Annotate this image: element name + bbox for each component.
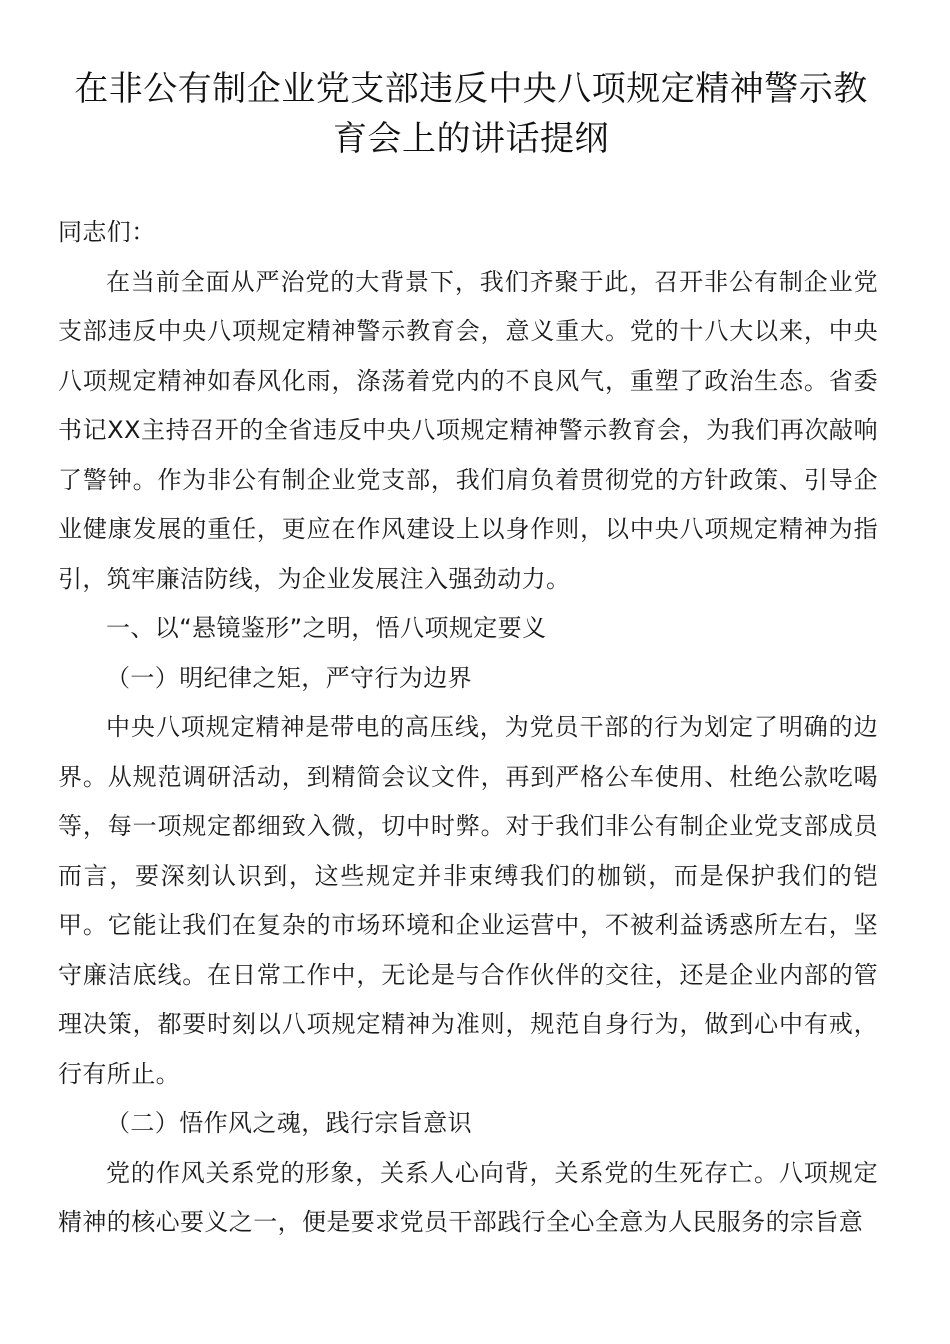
salutation: 同志们： <box>58 218 156 246</box>
subsection-heading: （一）明纪律之矩，严守行为边界 <box>106 663 472 692</box>
body-paragraph: 党的作风关系党的形象，关系人心向背，关系党的生死存亡。八项规定精神的核心要义之一，便是要求党员干部践行全心全意为人民服务的宗旨意 <box>58 1158 878 1236</box>
body-paragraph: 中央八项规定精神是带电的高压线，为党员干部的行为划定了明确的边界。从规范调研活动，到精简会议文件，再到严格公车使用、杜绝公款吃喝等，每一项规定都细致入微，切中时弊。对于我们非公有制企业党支部成员而言，要深刻认识到，这些规定并非束缚我们的枷锁，而是保护我们的铠甲。它能让我们在复杂的市场环境和企业运营中，不被利益诱惑所左右，坚守廉洁底线。在日常工作中，无论是与合作伙伴的交往，还是企业内部的管理决策，都要时刻以八项规定精神为准则，规范自身行为，做到心中有戒，行有所止。 <box>58 713 878 1088</box>
body-paragraph: 在当前全面从严治党的大背景下，我们齐聚于此，召开非公有制企业党支部违反中央八项规定精神警示教育会，意义重大。党的十八大以来，中央八项规定精神如春风化雨，涤荡着党内的不良风气，重塑了政治生态。省委书记XX主持召开的全省违反中央八项规定精神警示教育会，为我们再次敲响了警钟。作为非公有制企业党支部，我们肩负着贯彻党的方针政策、引导企业健康发展的重任，更应在作风建设上以身作则，以中央八项规定精神为指引，筑牢廉洁防线，为企业发展注入强劲动力。 <box>58 267 878 593</box>
document-title: 在非公有制企业党支部违反中央八项规定精神警示教育会上的讲话提纲 <box>74 69 868 159</box>
section-heading: 一、以“悬镜鉴形”之明，悟八项规定要义 <box>106 614 547 642</box>
subsection-heading: （二）悟作风之魂，践行宗旨意识 <box>106 1109 472 1137</box>
document-body <box>58 208 878 1248</box>
